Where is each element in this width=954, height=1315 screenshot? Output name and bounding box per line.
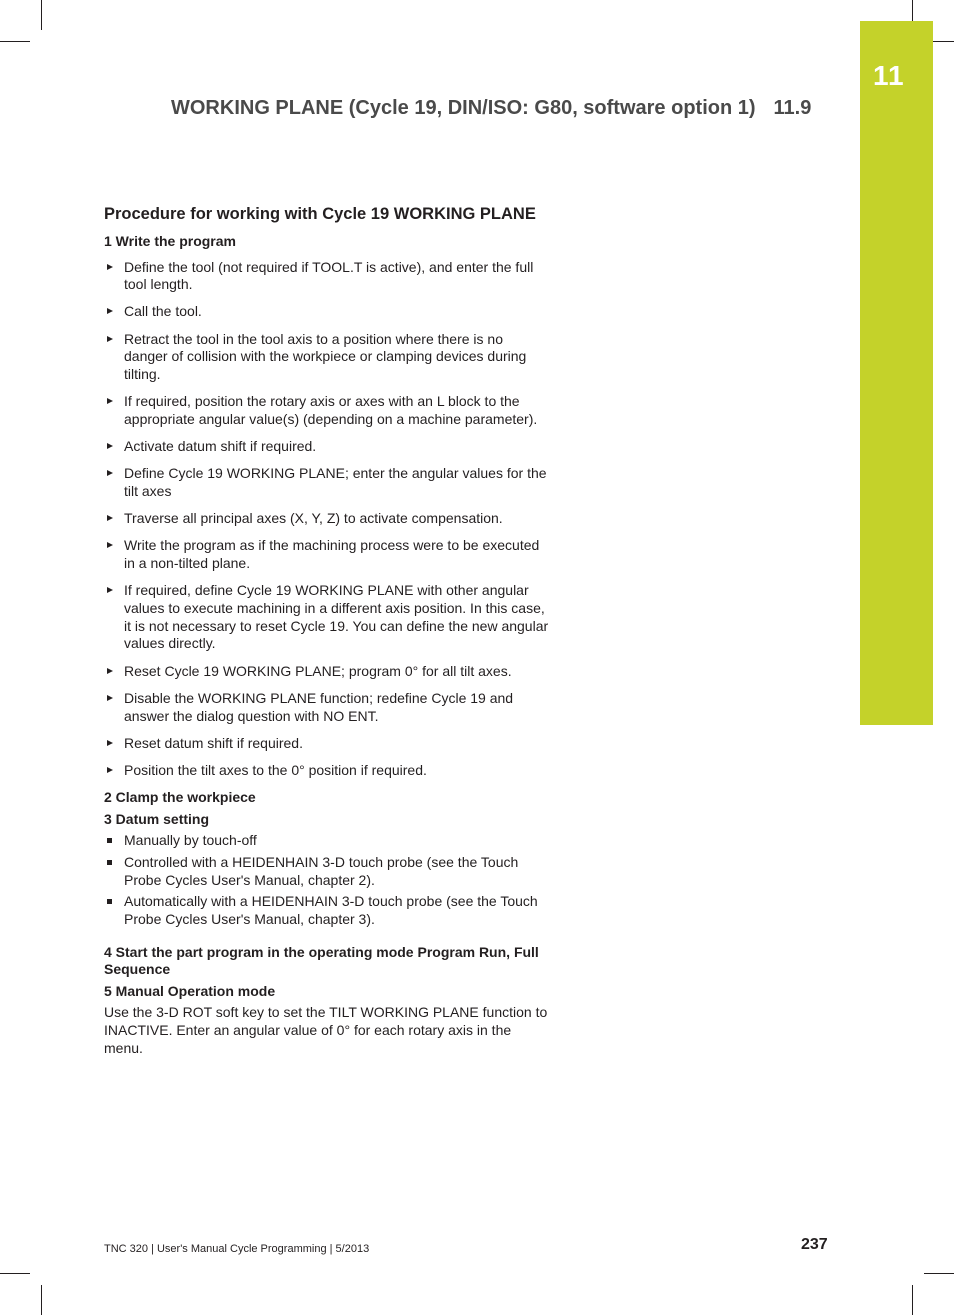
list-item: Automatically with a HEIDENHAIN 3-D touch probe (see the Touch Probe Cycles User's Manual, chapter 3). [104,893,549,928]
crop-mark [0,41,30,42]
list-item: Controlled with a HEIDENHAIN 3-D touch probe (see the Touch Probe Cycles User's Manual, chapter 2). [104,854,549,889]
running-header [171,97,811,120]
list-item: If required, position the rotary axis or axes with an L block to the appropriate angular value(s) (depending on a machine parameter). [104,393,549,428]
running-header-title: WORKING PLANE (Cycle 19, DIN/ISO: G80, software option 1) [171,97,756,119]
list-item: If required, define Cycle 19 WORKING PLANE with other angular values to execute machining in a different axis position. In this case, it is not necessary to reset Cycle 19. You can define the new angular values directly. [104,582,549,653]
step-3-heading: 3 Datum setting [104,810,210,827]
step-1-list [104,259,549,780]
step-5-heading: 5 Manual Operation mode [104,982,276,999]
list-item: Traverse all principal axes (X, Y, Z) to activate compensation. [104,510,549,528]
running-header-section: 11.9 [773,97,812,119]
list-item: Position the tilt axes to the 0° position if required. [104,762,549,780]
list-item: Manually by touch-off [104,832,549,850]
crop-mark [924,1273,954,1274]
list-item: Retract the tool in the tool axis to a position where there is no danger of collision with the workpiece or clamping devices during tilting. [104,331,549,384]
list-item: Define the tool (not required if TOOL.T is active), and enter the full tool length. [104,259,549,294]
step-1-heading: 1 Write the program [104,233,236,249]
list-item: Call the tool. [104,303,549,321]
step-4-heading: 4 Start the part program in the operating mode Program Run, Full Sequence [104,943,539,978]
list-item: Reset Cycle 19 WORKING PLANE; program 0° for all tilt axes. [104,663,549,681]
crop-mark [41,1285,42,1315]
chapter-tab [860,21,933,725]
list-item: Activate datum shift if required. [104,438,549,456]
page-number: 237 [801,1236,828,1253]
step-3-list [104,832,549,929]
step-2-heading: 2 Clamp the workpiece [104,789,256,806]
main-content [104,205,549,1057]
crop-mark [912,1285,913,1315]
chapter-number: 11 [873,60,905,91]
list-item: Define Cycle 19 WORKING PLANE; enter the angular values for the tilt axes [104,465,549,500]
crop-mark [0,1273,30,1274]
list-item: Write the program as if the machining process were to be executed in a non-tilted plane. [104,537,549,572]
footer-text: TNC 320 | User's Manual Cycle Programming | 5/2013 [104,1243,370,1255]
crop-mark [41,0,42,30]
list-item: Disable the WORKING PLANE function; redefine Cycle 19 and answer the dialog question with NO ENT. [104,690,549,725]
step-5-text: Use the 3-D ROT soft key to set the TILT WORKING PLANE function to INACTIVE. Enter an angular value of 0° for each rotary axis in the menu. [104,1004,548,1056]
procedure-title: Procedure for working with Cycle 19 WORKING PLANE [104,205,536,223]
list-item: Reset datum shift if required. [104,735,549,753]
